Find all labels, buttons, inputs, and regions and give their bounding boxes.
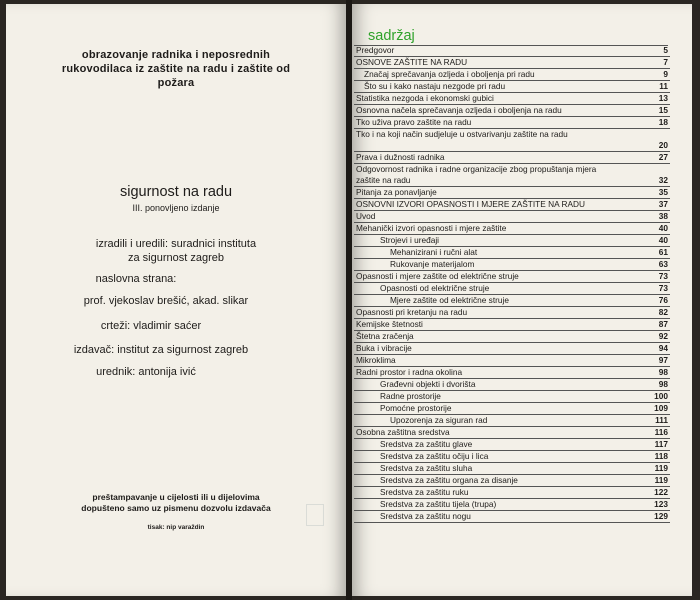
show-through-mark xyxy=(306,504,324,526)
book-title: sigurnost na radu xyxy=(119,184,233,200)
toc-entry-page: 20 xyxy=(658,140,668,150)
toc-entry xyxy=(354,439,670,451)
credit-cover-label: naslovna strana: xyxy=(95,273,177,285)
toc-entry xyxy=(354,57,670,69)
toc-entry xyxy=(354,45,670,57)
toc-entry-title: OSNOVE ZAŠTITE NA RADU xyxy=(356,57,468,67)
toc-entry-title: Mehanički izvori opasnosti i mjere zaštite xyxy=(356,223,507,233)
credit-illustrations: crteži: vladimir saćer xyxy=(100,320,202,332)
toc-entry-page: 98 xyxy=(658,367,668,377)
toc-entry-page: 117 xyxy=(654,439,668,449)
toc-entry xyxy=(354,499,670,511)
toc-entry-page: 40 xyxy=(658,235,668,245)
toc-entry-title: Strojevi i uređaji xyxy=(380,235,440,245)
toc-entry-title: Mikroklima xyxy=(356,355,396,365)
toc-entry-page: 92 xyxy=(658,331,668,341)
toc-entry-page: 87 xyxy=(658,319,668,329)
toc-entry-title: Sredstva za zaštitu glave xyxy=(380,439,473,449)
toc-entry-page: 38 xyxy=(658,211,668,221)
toc-entry-title: Statistika nezgoda i ekonomski gubici xyxy=(356,93,494,103)
toc-entry xyxy=(354,451,670,463)
toc-entry xyxy=(354,487,670,499)
toc-entry-title: Sredstva za zaštitu organa za disanje xyxy=(380,475,518,485)
toc-entry-title: OSNOVNI IZVORI OPASNOSTI I MJERE ZAŠTITE NA RADU xyxy=(356,199,585,209)
toc-entry xyxy=(354,427,670,439)
toc-entry-page: 13 xyxy=(658,93,668,103)
toc-entry-title: Štetna zračenja xyxy=(356,331,414,341)
toc-entry-page: 37 xyxy=(658,199,668,209)
toc-entry xyxy=(354,93,670,105)
credit-cover-artist: prof. vjekoslav brešić, akad. slikar xyxy=(83,295,249,307)
toc-entry-title: Odgovornost radnika i radne organizacije zbog propuštanja mjera zaštite na radu xyxy=(356,164,597,185)
toc-entry-page: 18 xyxy=(658,117,668,127)
toc-entry xyxy=(354,235,670,247)
toc-entry xyxy=(354,129,670,152)
toc-entry-page: 63 xyxy=(658,259,668,269)
toc-entry-page: 73 xyxy=(658,283,668,293)
right-page xyxy=(352,4,692,596)
toc-entry-title: Radne prostorije xyxy=(380,391,441,401)
toc-entry-page: 129 xyxy=(654,511,668,521)
credit-editor: urednik: antonija ivić xyxy=(96,366,196,378)
toc-entry-page: 122 xyxy=(654,487,668,497)
toc-entry-title: Uvod xyxy=(356,211,376,221)
series-heading: obrazovanje radnika i neposrednih rukovodilaca iz zaštite na radu i zaštite od požara xyxy=(61,49,291,89)
copyright-notice: preštampavanje u cijelosti ili u dijelovima dopušteno samo uz pismenu dozvolu izdavača xyxy=(81,492,271,513)
contents-title: sadržaj xyxy=(368,28,415,44)
toc-entry-page: 119 xyxy=(654,475,668,485)
toc-entry-page: 82 xyxy=(658,307,668,317)
toc-entry xyxy=(354,164,670,187)
toc-entry-title: Opasnosti od električne struje xyxy=(380,283,490,293)
toc-entry xyxy=(354,152,670,164)
toc-entry-page: 32 xyxy=(658,175,668,185)
toc-entry-title: Osobna zaštitna sredstva xyxy=(356,427,450,437)
left-page xyxy=(6,4,346,596)
toc-entry-title: Mjere zaštite od električne struje xyxy=(390,295,509,305)
toc-entry-page: 98 xyxy=(658,379,668,389)
toc-entry-title: Osnovna načela sprečavanja ozljeda i oboljenja na radu xyxy=(356,105,562,115)
toc-entry xyxy=(354,259,670,271)
toc-entry xyxy=(354,331,670,343)
toc-entry-page: 40 xyxy=(658,223,668,233)
toc-entry-title: Rukovanje materijalom xyxy=(390,259,475,269)
toc-entry-page: 15 xyxy=(658,105,668,115)
toc-entry-page: 118 xyxy=(654,451,668,461)
toc-entry-title: Prava i dužnosti radnika xyxy=(356,152,445,162)
toc-entry xyxy=(354,187,670,199)
toc-entry-page: 100 xyxy=(654,391,668,401)
toc-entry xyxy=(354,211,670,223)
toc-entry xyxy=(354,403,670,415)
toc-entry-title: Buka i vibracije xyxy=(356,343,412,353)
toc-entry xyxy=(354,367,670,379)
toc-entry-title: Pitanja za ponavljanje xyxy=(356,187,437,197)
toc-entry xyxy=(354,247,670,259)
toc-entry-page: 119 xyxy=(654,463,668,473)
toc-entry-page: 5 xyxy=(663,45,668,55)
table-of-contents xyxy=(354,45,670,523)
toc-entry xyxy=(354,415,670,427)
toc-entry xyxy=(354,319,670,331)
toc-entry-title: Predgovor xyxy=(356,45,395,55)
toc-entry-page: 109 xyxy=(654,403,668,413)
toc-entry xyxy=(354,307,670,319)
credit-authors: izradili i uredili: suradnici instituta za sigurnost zagreb xyxy=(95,238,257,264)
toc-entry xyxy=(354,475,670,487)
toc-entry-title: Tko uživa pravo zaštite na radu xyxy=(356,117,472,127)
toc-entry-title: Upozorenja za siguran rad xyxy=(390,415,488,425)
toc-entry xyxy=(354,379,670,391)
toc-entry-title: Sredstva za zaštitu sluha xyxy=(380,463,473,473)
toc-entry-title: Opasnosti pri kretanju na radu xyxy=(356,307,468,317)
toc-entry-title: Kemijske štetnosti xyxy=(356,319,423,329)
toc-entry xyxy=(354,463,670,475)
edition-label: III. ponovljeno izdanje xyxy=(132,203,220,213)
toc-entry-title: Sredstva za zaštitu ruku xyxy=(380,487,469,497)
toc-entry-page: 116 xyxy=(654,427,668,437)
toc-entry-title: Opasnosti i mjere zaštite od električne struje xyxy=(356,271,519,281)
toc-entry-page: 11 xyxy=(659,81,668,91)
toc-entry xyxy=(354,105,670,117)
toc-entry xyxy=(354,69,670,81)
toc-entry-page: 9 xyxy=(663,69,668,79)
toc-entry-page: 94 xyxy=(658,343,668,353)
toc-entry-page: 76 xyxy=(658,295,668,305)
toc-entry-title: Značaj sprečavanja ozljeda i oboljenja pri radu xyxy=(364,69,535,79)
toc-entry-title: Sredstva za zaštitu očiju i lica xyxy=(380,451,489,461)
toc-entry xyxy=(354,199,670,211)
toc-entry-title: Mehanizirani i ručni alat xyxy=(390,247,478,257)
toc-entry-page: 111 xyxy=(655,415,668,425)
toc-entry-title: Građevni objekti i dvorišta xyxy=(380,379,476,389)
toc-entry xyxy=(354,511,670,523)
toc-entry-page: 35 xyxy=(658,187,668,197)
credit-publisher: izdavač: institut za sigurnost zagreb xyxy=(73,344,249,356)
toc-entry xyxy=(354,343,670,355)
toc-entry-page: 61 xyxy=(658,247,668,257)
toc-entry-page: 27 xyxy=(658,152,668,162)
toc-entry-page: 123 xyxy=(654,499,668,509)
toc-entry-title: Sredstva za zaštitu tijela (trupa) xyxy=(380,499,497,509)
printer-line: tisak: nip varaždin xyxy=(147,524,205,531)
toc-entry xyxy=(354,271,670,283)
toc-entry-title: Što su i kako nastaju nezgode pri radu xyxy=(364,81,506,91)
toc-entry-page: 7 xyxy=(663,57,668,67)
toc-entry-page: 73 xyxy=(658,271,668,281)
toc-entry-page: 97 xyxy=(658,355,668,365)
toc-entry-title: Radni prostor i radna okolina xyxy=(356,367,463,377)
toc-entry-title: Sredstva za zaštitu nogu xyxy=(380,511,471,521)
toc-entry-title: Pomoćne prostorije xyxy=(380,403,452,413)
toc-entry-title: Tko i na koji način sudjeluje u ostvarivanju zaštite na radu xyxy=(356,129,568,139)
toc-entry xyxy=(354,391,670,403)
toc-entry xyxy=(354,355,670,367)
toc-entry xyxy=(354,295,670,307)
toc-entry xyxy=(354,223,670,235)
toc-entry xyxy=(354,117,670,129)
toc-entry xyxy=(354,81,670,93)
toc-entry xyxy=(354,283,670,295)
